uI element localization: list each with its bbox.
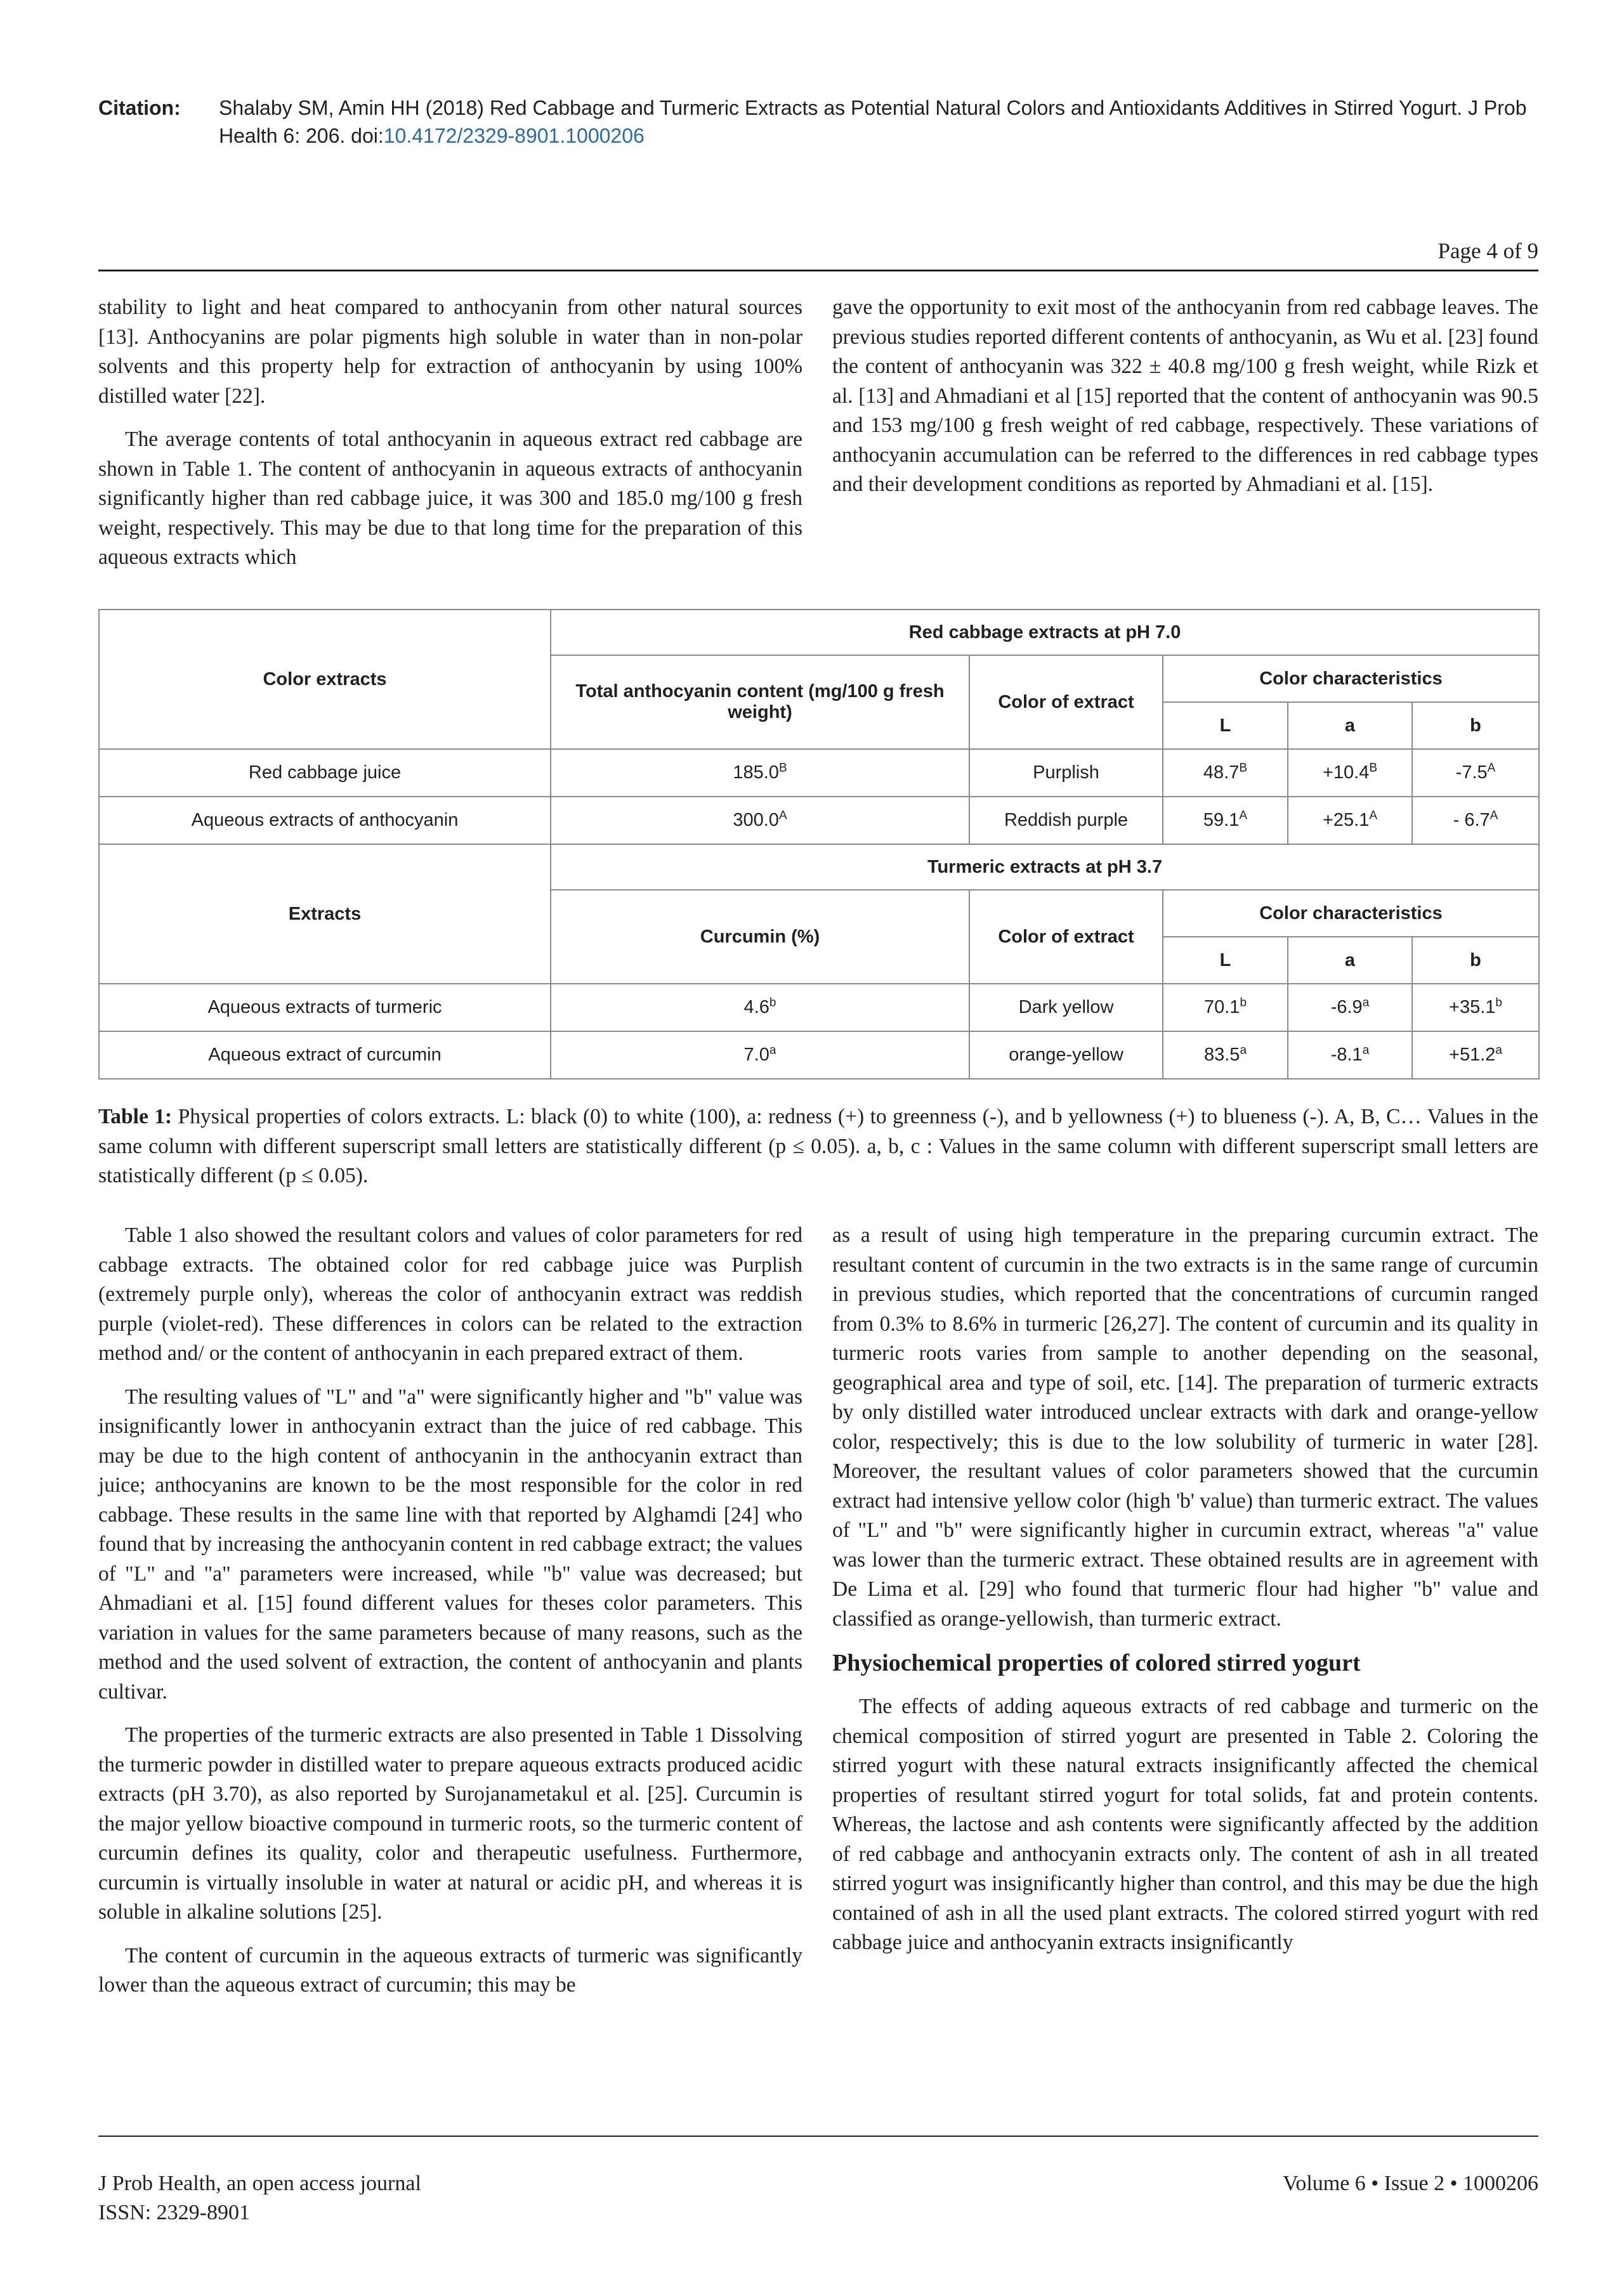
- citation-body: Shalaby SM, Amin HH (2018) Red Cabbage and Turmeric Extracts as Potential Natural Colors and Antioxidants Additives in Stirred Yogurt. J Prob Health 6: 206. doi:: [219, 96, 1527, 147]
- table-row: [99, 1031, 1539, 1079]
- citation-label: Citation:: [98, 96, 181, 119]
- table-1: [98, 609, 1540, 1080]
- cell-content: $300.0^A$: [551, 797, 969, 844]
- table-row: [99, 797, 1539, 844]
- cell-name: Red cabbage juice: [99, 749, 551, 797]
- table-row: [99, 984, 1539, 1031]
- footer-rule: [98, 2136, 1538, 2137]
- header-extracts: Extracts: [99, 844, 551, 984]
- cell-color: orange-yellow: [969, 1031, 1163, 1079]
- paragraph: stability to light and heat compared to anthocyanin from other natural sources [13]. Anthocyanins are polar pigments high soluble in water than in non-polar solvents and this property help for extraction of anthocyanin by using 100% distilled water [22].: [98, 296, 802, 408]
- top-left-column: [98, 293, 802, 587]
- header-L: L: [1163, 702, 1288, 749]
- header-color-extracts: Color extracts: [99, 610, 551, 749]
- paragraph: The content of curcumin in the aqueous extracts of turmeric was significantly lower than the aqueous extract of curcumin; this may be: [98, 1943, 802, 1997]
- paragraph: Table 1 also showed the resultant colors and values of color parameters for red cabbage extracts. The obtained color for red cabbage juice was Purplish (extremely purple only), whereas the color of anthocyanin extract was reddish purple (violet-red). These differences in colors can be related to the extraction method and/ or the content of anthocyanin in each prepared extract of them.: [98, 1223, 802, 1365]
- cell-a: -6.9$^a$: [1288, 984, 1412, 1031]
- top-right-column: [832, 293, 1538, 514]
- footer-issn: ISSN: 2329-8901: [98, 2201, 250, 2224]
- header-color-of-extract-2: Color of extract: [969, 890, 1163, 984]
- cell-L: $48.7^B$: [1163, 749, 1288, 797]
- section-title-red-cabbage: Red cabbage extracts at pH 7.0: [551, 610, 1539, 655]
- cell-color: Purplish: [969, 749, 1163, 797]
- paragraph: The average contents of total anthocyanin in aqueous extract red cabbage are shown in Table 1. The content of anthocyanin in aqueous extracts of anthocyanin significantly higher than red cabbage juice, it was 300 and 185.0 mg/100 g fresh weight, respectively. This may be due to that long time for the preparation of this aqueous extracts which: [98, 427, 802, 569]
- caption-text: Physical properties of colors extracts. L: black (0) to white (100), a: redness (+) to greenness (-), and b yellowness (+) to blueness (-). A, B, C… Values in the same column with different superscript small letters are statistically different (p ≤ 0.05). a, b, c : Values in the same column with different superscript small letters are statistically different (p ≤ 0.05).: [98, 1105, 1538, 1187]
- header-curcumin: Curcumin (%): [551, 890, 969, 984]
- paragraph: The resulting values of "L" and "a" were significantly higher and "b" value was insignificantly lower in anthocyanin extract than the juice of red cabbage. This may be due to the high content of anthocyanin in the anthocyanin extract than juice; anthocyanins are known to be the most responsible for the color in red cabbage. These results in the same line with that reported by Alghamdi [24] who found that by increasing the anthocyanin content in red cabbage extract; the values of "L" and "a" parameters were increased, while "b" value was decreased; but Ahmadiani et al. [15] found different values for theses color parameters. This variation in values for the same parameters because of many reasons, such as the method and the used solvent of extraction, the content of anthocyanin and plants cultivar.: [98, 1385, 802, 1704]
- header-color-characteristics: Color characteristics: [1163, 655, 1539, 702]
- cell-name: Aqueous extract of curcumin: [99, 1031, 551, 1079]
- header-anthocyanin-content: Total anthocyanin content (mg/100 g fresh weight): [551, 655, 969, 749]
- cell-content: 4.6$^b$: [551, 984, 969, 1031]
- page-number: Page 4 of 9: [1437, 238, 1538, 263]
- table-row: [99, 749, 1539, 797]
- cell-L: 70.1$^b$: [1163, 984, 1288, 1031]
- cell-b: $-7.5^A$: [1412, 749, 1539, 797]
- cell-b: +35.1$^b$: [1412, 984, 1539, 1031]
- cell-a: -8.1$^a$: [1288, 1031, 1412, 1079]
- footer-volume: Volume 6 • Issue 2 • 1000206: [1283, 2172, 1538, 2195]
- section-title-turmeric: Turmeric extracts at pH 3.7: [551, 844, 1539, 890]
- header-b: b: [1412, 702, 1539, 749]
- header-color-of-extract: Color of extract: [969, 655, 1163, 749]
- footer-journal: J Prob Health, an open access journal: [98, 2172, 421, 2195]
- cell-content: 7.0$^a$: [551, 1031, 969, 1079]
- citation-text: [219, 94, 1538, 150]
- bottom-right-column: [832, 1221, 1538, 1972]
- cell-color: Reddish purple: [969, 797, 1163, 844]
- cell-name: Aqueous extracts of anthocyanin: [99, 797, 551, 844]
- cell-b: - $6.7^A$: [1412, 797, 1539, 844]
- cell-a: $+25.1^A$: [1288, 797, 1412, 844]
- caption-label: Table 1:: [98, 1105, 173, 1128]
- paragraph: gave the opportunity to exit most of the anthocyanin from red cabbage leaves. The previous studies reported different contents of anthocyanin, as Wu et al. [23] found the content of anthocyanin was 322 ± 40.8 mg/100 g fresh weight, while Rizk et al. [13] and Ahmadiani et al [15] reported that the content of anthocyanin was 90.5 and 153 mg/100 g fresh weight of red cabbage, respectively. These variations of anthocyanin accumulation can be referred to the differences in red cabbage types and their development conditions as reported by Ahmadiani et al. [15].: [832, 296, 1538, 496]
- cell-L: $59.1^A$: [1163, 797, 1288, 844]
- paragraph: The effects of adding aqueous extracts of red cabbage and turmeric on the chemical composition of stirred yogurt are presented in Table 2. Coloring the stirred yogurt with these natural extracts insignificantly affected the chemical properties of resultant stirred yogurt for total solids, fat and protein contents. Whereas, the lactose and ash contents were significantly affected by the addition of red cabbage and anthocyanin extracts only. The content of ash in all treated stirred yogurt was insignificantly higher than control, and this may be due the high contained of ash in all the used plant extracts. The colored stirred yogurt with red cabbage juice and anthocyanin extracts insignificantly: [832, 1695, 1538, 1954]
- paragraph: as a result of using high temperature in the preparing curcumin extract. The resultant content of curcumin in the two extracts is in the same range of curcumin in previous studies, which reported that the concentrations of curcumin ranged from 0.3% to 8.6% in turmeric [26,27]. The content of curcumin and its quality in turmeric roots varies from sample to another depending on the seasonal, geographical area and type of soil, etc. [14]. The preparation of turmeric extracts by only distilled water introduced unclear extracts with dark and orange-yellow color, respectively; this is due to the low solubility of turmeric in water [28]. Moreover, the resultant values of color parameters showed that the curcumin extract had intensive yellow color (high 'b' value) than turmeric extract. The values of "L" and "b" were significantly higher in curcumin extract, whereas "a" value was lower than the turmeric extract. These obtained results are in agreement with De Lima et al. [29] who found that turmeric flour had higher "b" value and classified as orange-yellowish, than turmeric extract.: [832, 1223, 1538, 1631]
- paragraph: The properties of the turmeric extracts are also presented in Table 1 Dissolving the turmeric powder in distilled water to prepare aqueous extracts produced acidic extracts (pH 3.70), as also reported by Surojanametakul et al. [25]. Curcumin is the major yellow bioactive compound in turmeric roots, so the turmeric content of curcumin defines its quality, color and therapeutic usefulness. Furthermore, curcumin is virtually insoluble in water at natural or acidic pH, and whereas it is soluble in alkaline solutions [25].: [98, 1723, 802, 1924]
- table-caption: [98, 1102, 1538, 1191]
- cell-color: Dark yellow: [969, 984, 1163, 1031]
- header-color-characteristics-2: Color characteristics: [1163, 890, 1539, 937]
- cell-b: +51.2$^a$: [1412, 1031, 1539, 1079]
- header-rule: [98, 270, 1538, 271]
- cell-L: 83.5$^a$: [1163, 1031, 1288, 1079]
- cell-name: Aqueous extracts of turmeric: [99, 984, 551, 1031]
- header-a: a: [1288, 702, 1412, 749]
- footer-left: [98, 2169, 421, 2228]
- bottom-left-column: [98, 1221, 802, 2014]
- header-a-2: a: [1288, 937, 1412, 984]
- cell-a: $+10.4^B$: [1288, 749, 1412, 797]
- cell-content: $185.0^B$: [551, 749, 969, 797]
- header-L-2: L: [1163, 937, 1288, 984]
- section-heading: Physiochemical properties of colored stirred yogurt: [832, 1650, 1361, 1676]
- header-b-2: b: [1412, 937, 1539, 984]
- doi-link[interactable]: 10.4172/2329-8901.1000206: [383, 124, 645, 147]
